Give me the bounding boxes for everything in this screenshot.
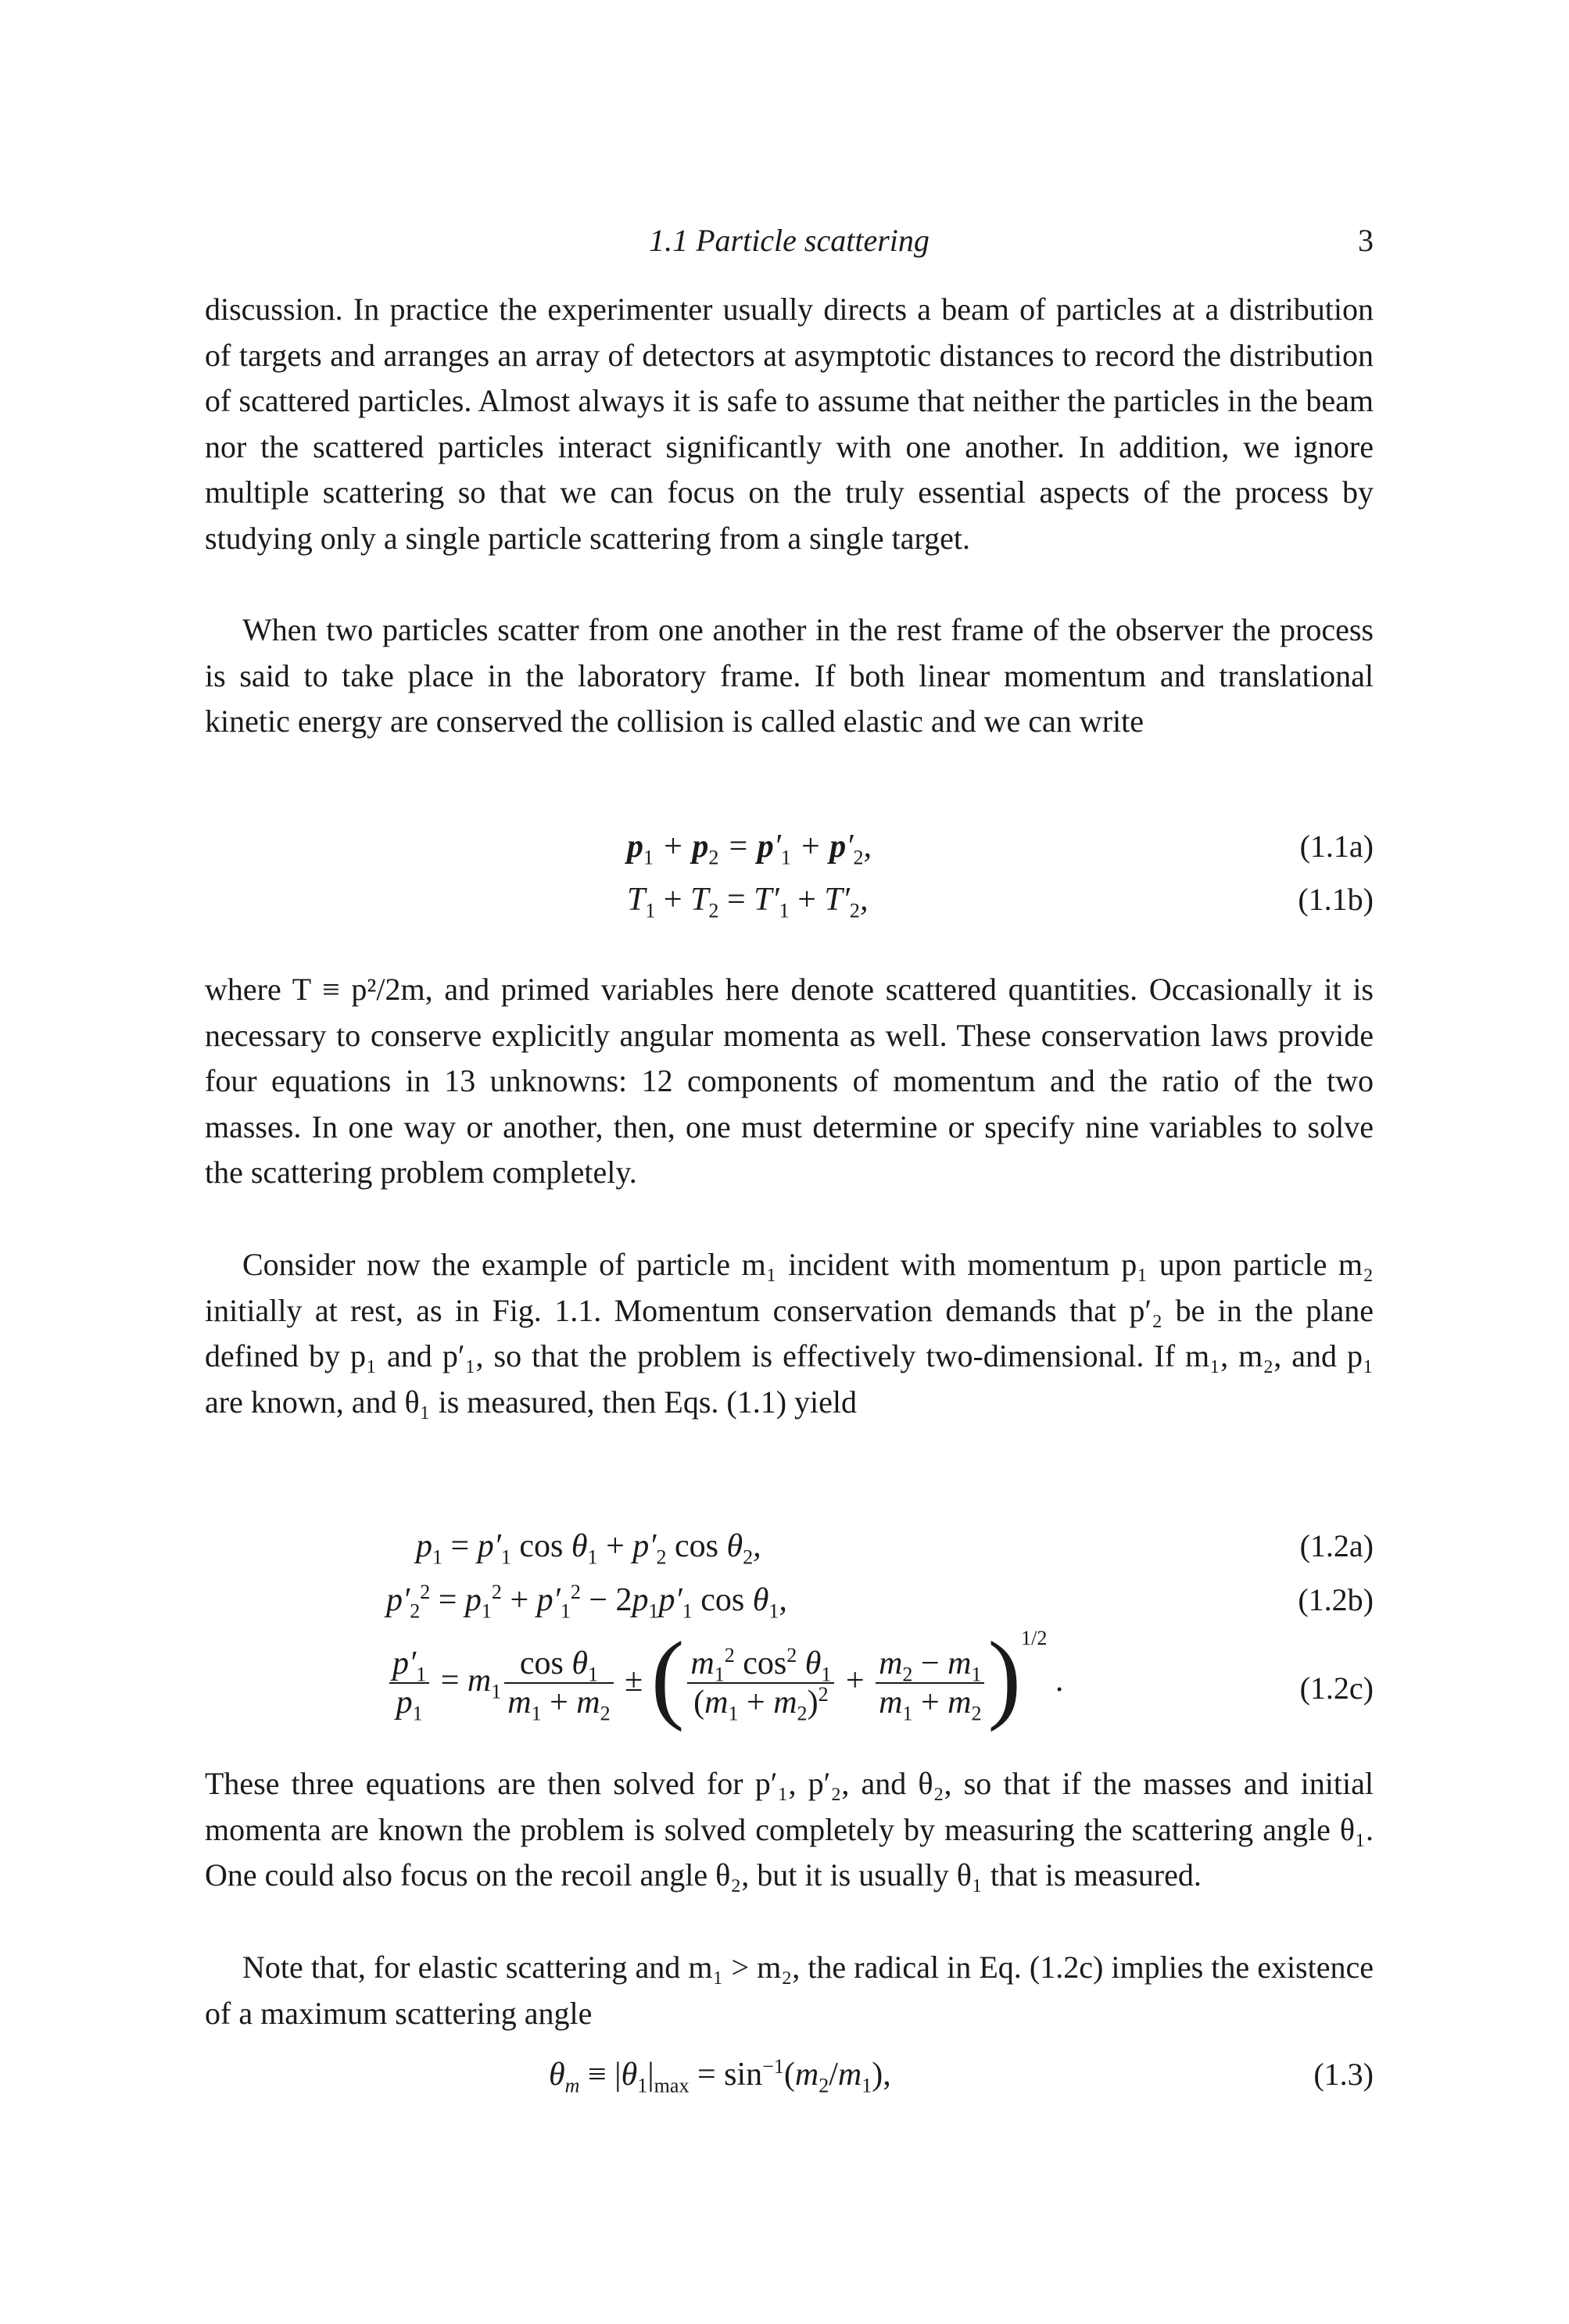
paragraph-text: where T ≡ p²/2m, and primed variables here denote scattered quantities. Occasionally it is necessary to conserve explicitly angular momenta as well. These conservation laws provide four equations in 13 unknowns: 12 components of momentum and the ratio of the two masses. In one way or another, then, one must determine or specify nine variables to solve the scattering problem completely. — [205, 972, 1374, 1191]
equation-label: (1.2b) — [1298, 1582, 1374, 1617]
paragraph-3 — [205, 967, 1374, 1196]
equation-label: (1.2c) — [1299, 1670, 1374, 1706]
paragraph-5 — [205, 1761, 1374, 1899]
equation-1-1a — [205, 822, 1374, 871]
equation-1-2a — [205, 1522, 1374, 1570]
paragraph-text: Consider now the example of particle m₁ incident with momentum p₁ upon particle m₂ initially at rest, as in Fig. 1.1. Momentum conservation demands that p′₂ be in the plane defined by p₁ and p′₁, so that the problem is effectively two-dimensional. If m₁, m₂, and p₁ are known, and θ₁ is measured, then Eqs. (1.1) yield — [205, 1247, 1374, 1420]
equation-label: (1.2a) — [1299, 1528, 1374, 1563]
equation-1-2c — [205, 1621, 1374, 1743]
page-header — [205, 217, 1374, 264]
paragraph-text: Note that, for elastic scattering and m₁ > m₂, the radical in Eq. (1.2c) implies the existence of a maximum scattering angle — [205, 1950, 1374, 2031]
paragraph-text: When two particles scatter from one another in the rest frame of the observer the process is said to take place in the laboratory frame. If both linear momentum and translational kinetic energy are conserved the collision is called elastic and we can write — [205, 612, 1374, 739]
paragraph-1 — [205, 287, 1374, 562]
paragraph-text: These three equations are then solved for p′₁, p′₂, and θ₂, so that if the masses and initial momenta are known the problem is solved completely by measuring the scattering angle θ₁. One could also focus on the recoil angle θ₂, but it is usually θ₁ that is measured. — [205, 1766, 1374, 1893]
equation-body: $\theta_m \equiv |\theta_1|_{max} = \sin^{-1}(m_2/m_1)$, — [549, 2055, 891, 2097]
equation-body: $T_1 + T_2 = T'_1 + T'_2$, — [627, 882, 869, 922]
equation-label: (1.1a) — [1299, 829, 1374, 864]
equation-1-1b — [205, 876, 1374, 924]
equation-body: $p_1 = p'_1$ $\cos \theta_1 + p'_2$ $\cos \theta_2$, — [416, 1528, 761, 1569]
equation-label: (1.1b) — [1298, 882, 1374, 917]
paragraph-2 — [205, 607, 1374, 745]
paragraph-6 — [205, 1945, 1374, 2036]
equation-1-2b — [205, 1576, 1374, 1624]
equation-body: $p'_2^2 = p_1^2 + p'_1^2 - 2p_1p'_1$ $\cos \theta_1$, — [386, 1581, 787, 1623]
equation-label: (1.3) — [1313, 2057, 1374, 2092]
running-title: 1.1 Particle scattering — [649, 223, 930, 258]
paragraph-4 — [205, 1242, 1374, 1425]
paragraph-text: discussion. In practice the experimenter usually directs a beam of particles at a distribution of targets and arranges an array of detectors at asymptotic distances to record the distribution of scattered particles. Almost always it is safe to assume that neither the particles in the beam nor the scattered particles interact significantly with one another. In addition, we ignore multiple scattering so that we can focus on the truly essential aspects of the process by studying only a single particle scattering from a single target. — [205, 292, 1374, 556]
equation-body: $\frac{p'_1}{p_1}$ = $m_1$ $\frac{\cos \theta_1}{m_1 + m_2}$ ± ( $\frac{m_1^2 \cos^2 \theta_1}{(m_1 + m_2)^2}$ + $\frac{m_2 - m_1}{m_1 + m_2}$ )$^{1/2}$ . — [386, 1626, 1063, 1735]
page-number: 3 — [1358, 223, 1374, 258]
equation-body: $p_1 + p_2 = p'_1 + p'_2$, — [627, 829, 872, 869]
equation-1-3 — [205, 2050, 1374, 2099]
